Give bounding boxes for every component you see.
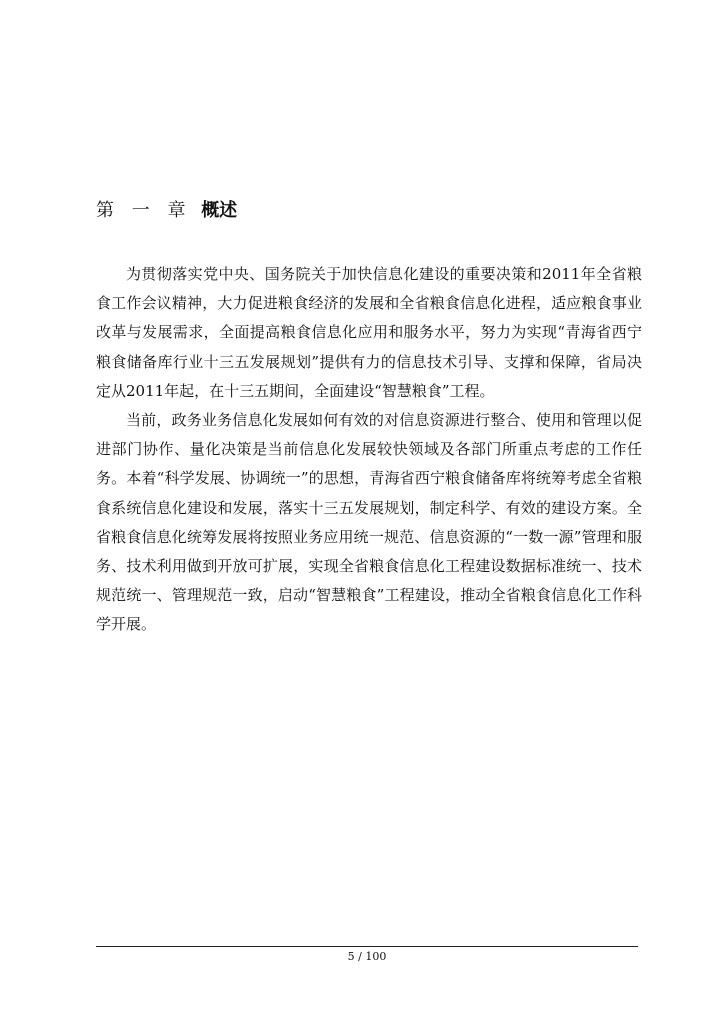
chapter-body bbox=[96, 260, 642, 640]
page-number: 5 / 100 bbox=[347, 950, 387, 963]
chapter-number: 第 一 章 bbox=[96, 200, 192, 221]
body-paragraph-1: 为贯彻落实党中央、国务院关于加快信息化建设的重要决策和2011年全省粮食工作会议精神，大力促进粮食经济的发展和全省粮食信息化进程，适应粮食事业改革与发展需求，全面提高粮食信息化应用和服务水平，努力为实现“青海省西宁粮食储备库行业十三五发展规划”提供有力的信息技术引导、支撑和保障，省局决定从2011年起，在十三五期间，全面建设“智慧粮食”工程。 bbox=[96, 265, 642, 400]
chapter-heading bbox=[96, 198, 237, 224]
footer-divider bbox=[96, 946, 638, 947]
chapter-title: 概述 bbox=[201, 200, 238, 221]
body-paragraph-2: 当前，政务业务信息化发展如何有效的对信息资源进行整合、使用和管理以促进部门协作、量化决策是当前信息化发展较快领域及各部门所重点考虑的工作任务。本着“科学发展、协调统一”的思想，青海省西宁粮食储备库将统筹考虑全省粮食系统信息化建设和发展，落实十三五发展规划，制定科学、有效的建设方案。全省粮食信息化统筹发展将按照业务应用统一规范、信息资源的“一数一源”管理和服务、技术利用做到开放可扩展，实现全省粮食信息化工程建设数据标准统一、技术规范统一、管理规范一致，启动“智慧粮食”工程建设，推动全省粮食信息化工作科学开展。 bbox=[96, 411, 642, 634]
